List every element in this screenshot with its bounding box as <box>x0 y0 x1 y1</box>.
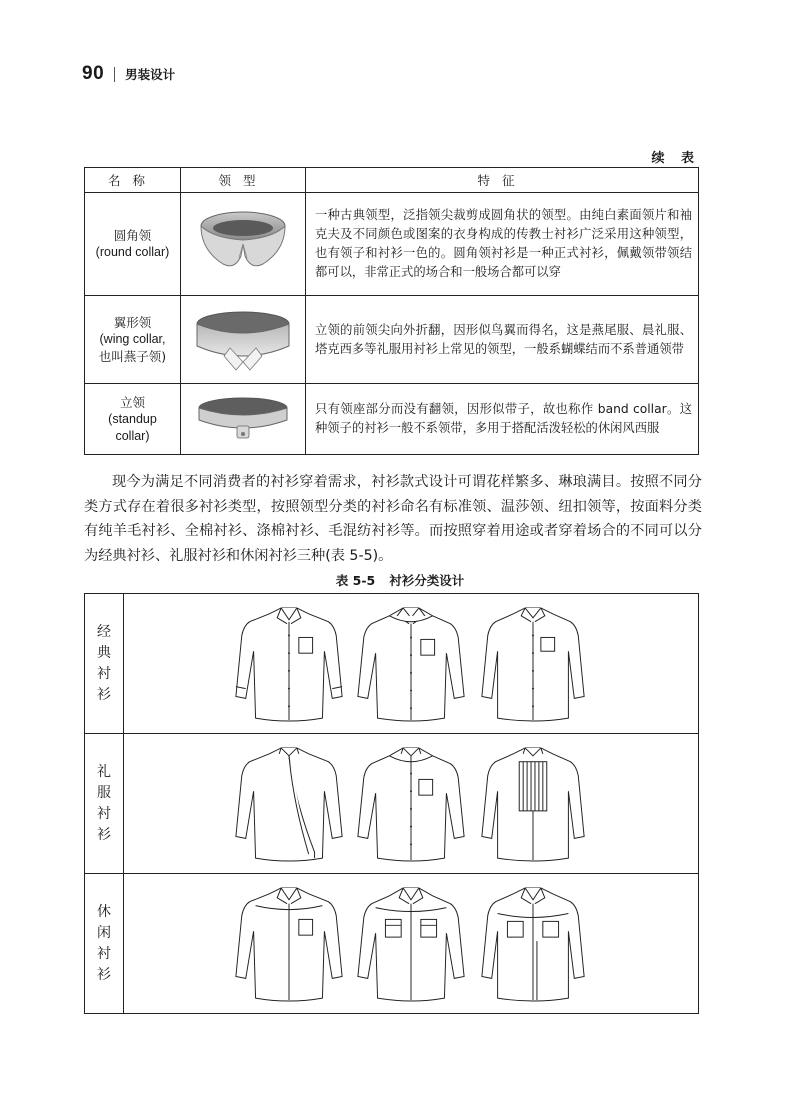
formal-shirts-cell <box>124 734 699 874</box>
category-char: 衫 <box>97 686 111 703</box>
shirt-illustration <box>230 742 348 866</box>
category-char: 衫 <box>97 966 111 983</box>
collar-table <box>84 167 699 455</box>
collar-name-en: (standup <box>108 411 157 426</box>
collar-feature: 一种古典领型，泛指领尖裁剪成圆角状的领型。由纯白素面领片和袖克夫及不同颜色或图案的衣身构成的传教士衬衫广泛采用这种领型，也有领子和衬衫一色的。圆角领衬衫是一种正式衬衫，佩戴领带领结都可以，非常正式的场合和一般场合都可以穿 <box>306 193 699 296</box>
header-collar-type: 领型 <box>181 168 306 193</box>
category-char: 典 <box>97 644 111 661</box>
collar-image-cell <box>181 296 306 384</box>
category-char: 礼 <box>97 763 111 780</box>
casual-shirts-cell <box>124 874 699 1014</box>
book-title: 男装设计 <box>125 67 176 82</box>
category-classic <box>85 594 124 734</box>
collar-name-cn: 立领 <box>119 394 145 410</box>
collar-name-en: (round collar) <box>95 245 170 259</box>
collar-table-header-row <box>85 168 699 193</box>
category-char: 衬 <box>97 945 111 962</box>
collar-image-cell <box>181 384 306 455</box>
shirt-illustration <box>230 882 348 1006</box>
shirt-illustration <box>230 602 348 726</box>
shirt-illustration <box>352 602 470 726</box>
collar-image-cell <box>181 193 306 296</box>
category-char: 衫 <box>97 826 111 843</box>
collar-name-cn: 翼形领 <box>113 315 152 330</box>
table-row <box>85 384 699 455</box>
table-row <box>85 874 699 1014</box>
table-caption-title: 衬衫分类设计 <box>389 573 465 588</box>
collar-name-cn: 圆角领 <box>113 228 152 243</box>
category-char: 休 <box>97 903 111 920</box>
table-caption <box>0 571 800 589</box>
collar-feature: 只有领座部分而没有翻领，因形似带子，故也称作 band collar。这种领子的衬衫一般不系领带，多用于搭配活泼轻松的休闲风西服 <box>306 384 699 455</box>
header-feature: 特征 <box>306 168 699 193</box>
category-formal <box>85 734 124 874</box>
table-row <box>85 193 699 296</box>
collar-feature: 立领的前领尖向外折翻，因形似鸟翼而得名，这是燕尾服、晨礼服、塔克西多等礼服用衬衫上常见的领型，一般系蝴蝶结而不系普通领带 <box>306 296 699 384</box>
page-number: 90 <box>82 63 105 84</box>
table-row <box>85 296 699 384</box>
table-row <box>85 734 699 874</box>
shirt-illustration <box>352 882 470 1006</box>
header-name: 名称 <box>85 168 181 193</box>
category-char: 衬 <box>97 665 111 682</box>
collar-name-alt: collar) <box>115 428 150 443</box>
collar-name-cell <box>85 193 181 296</box>
category-char: 衬 <box>97 805 111 822</box>
table-row <box>85 594 699 734</box>
round-collar-image <box>193 204 293 284</box>
shirt-illustration <box>474 882 592 1006</box>
collar-name-en: (wing collar, <box>99 332 166 346</box>
continued-label: 续 表 <box>651 151 700 166</box>
page-header <box>82 62 175 86</box>
category-char: 经 <box>97 623 111 640</box>
category-char: 闲 <box>97 924 111 941</box>
category-casual <box>85 874 124 1014</box>
classic-shirts-cell <box>124 594 699 734</box>
shirt-illustration <box>474 742 592 866</box>
category-char: 服 <box>97 784 111 801</box>
body-paragraph: 现今为满足不同消费者的衬衫穿着需求，衬衫款式设计可谓花样繁多、琳琅满目。按照不同分类方式存在着很多衬衫类型，按照领型分类的衬衫命名有标准领、温莎领、纽扣领等，按面料分类有纯羊毛衬衫、全棉衬衫、涤棉衬衫、毛混纺衬衫等。而按照穿着用途或者穿着场合的不同可以分为经典衬衫、礼服衬衫和休闲衬衫三种(表 5-5)。 <box>84 474 702 564</box>
collar-name-cell <box>85 384 181 455</box>
shirt-illustration <box>352 742 470 866</box>
shirt-table <box>84 593 699 1014</box>
wing-collar-image <box>190 304 296 376</box>
collar-name-alt: 也叫燕子领) <box>98 349 167 364</box>
table-caption-number: 表 5-5 <box>335 573 376 588</box>
shirt-illustration <box>474 602 592 726</box>
standup-collar-image <box>193 390 293 448</box>
header-divider <box>114 67 115 82</box>
collar-name-cell <box>85 296 181 384</box>
